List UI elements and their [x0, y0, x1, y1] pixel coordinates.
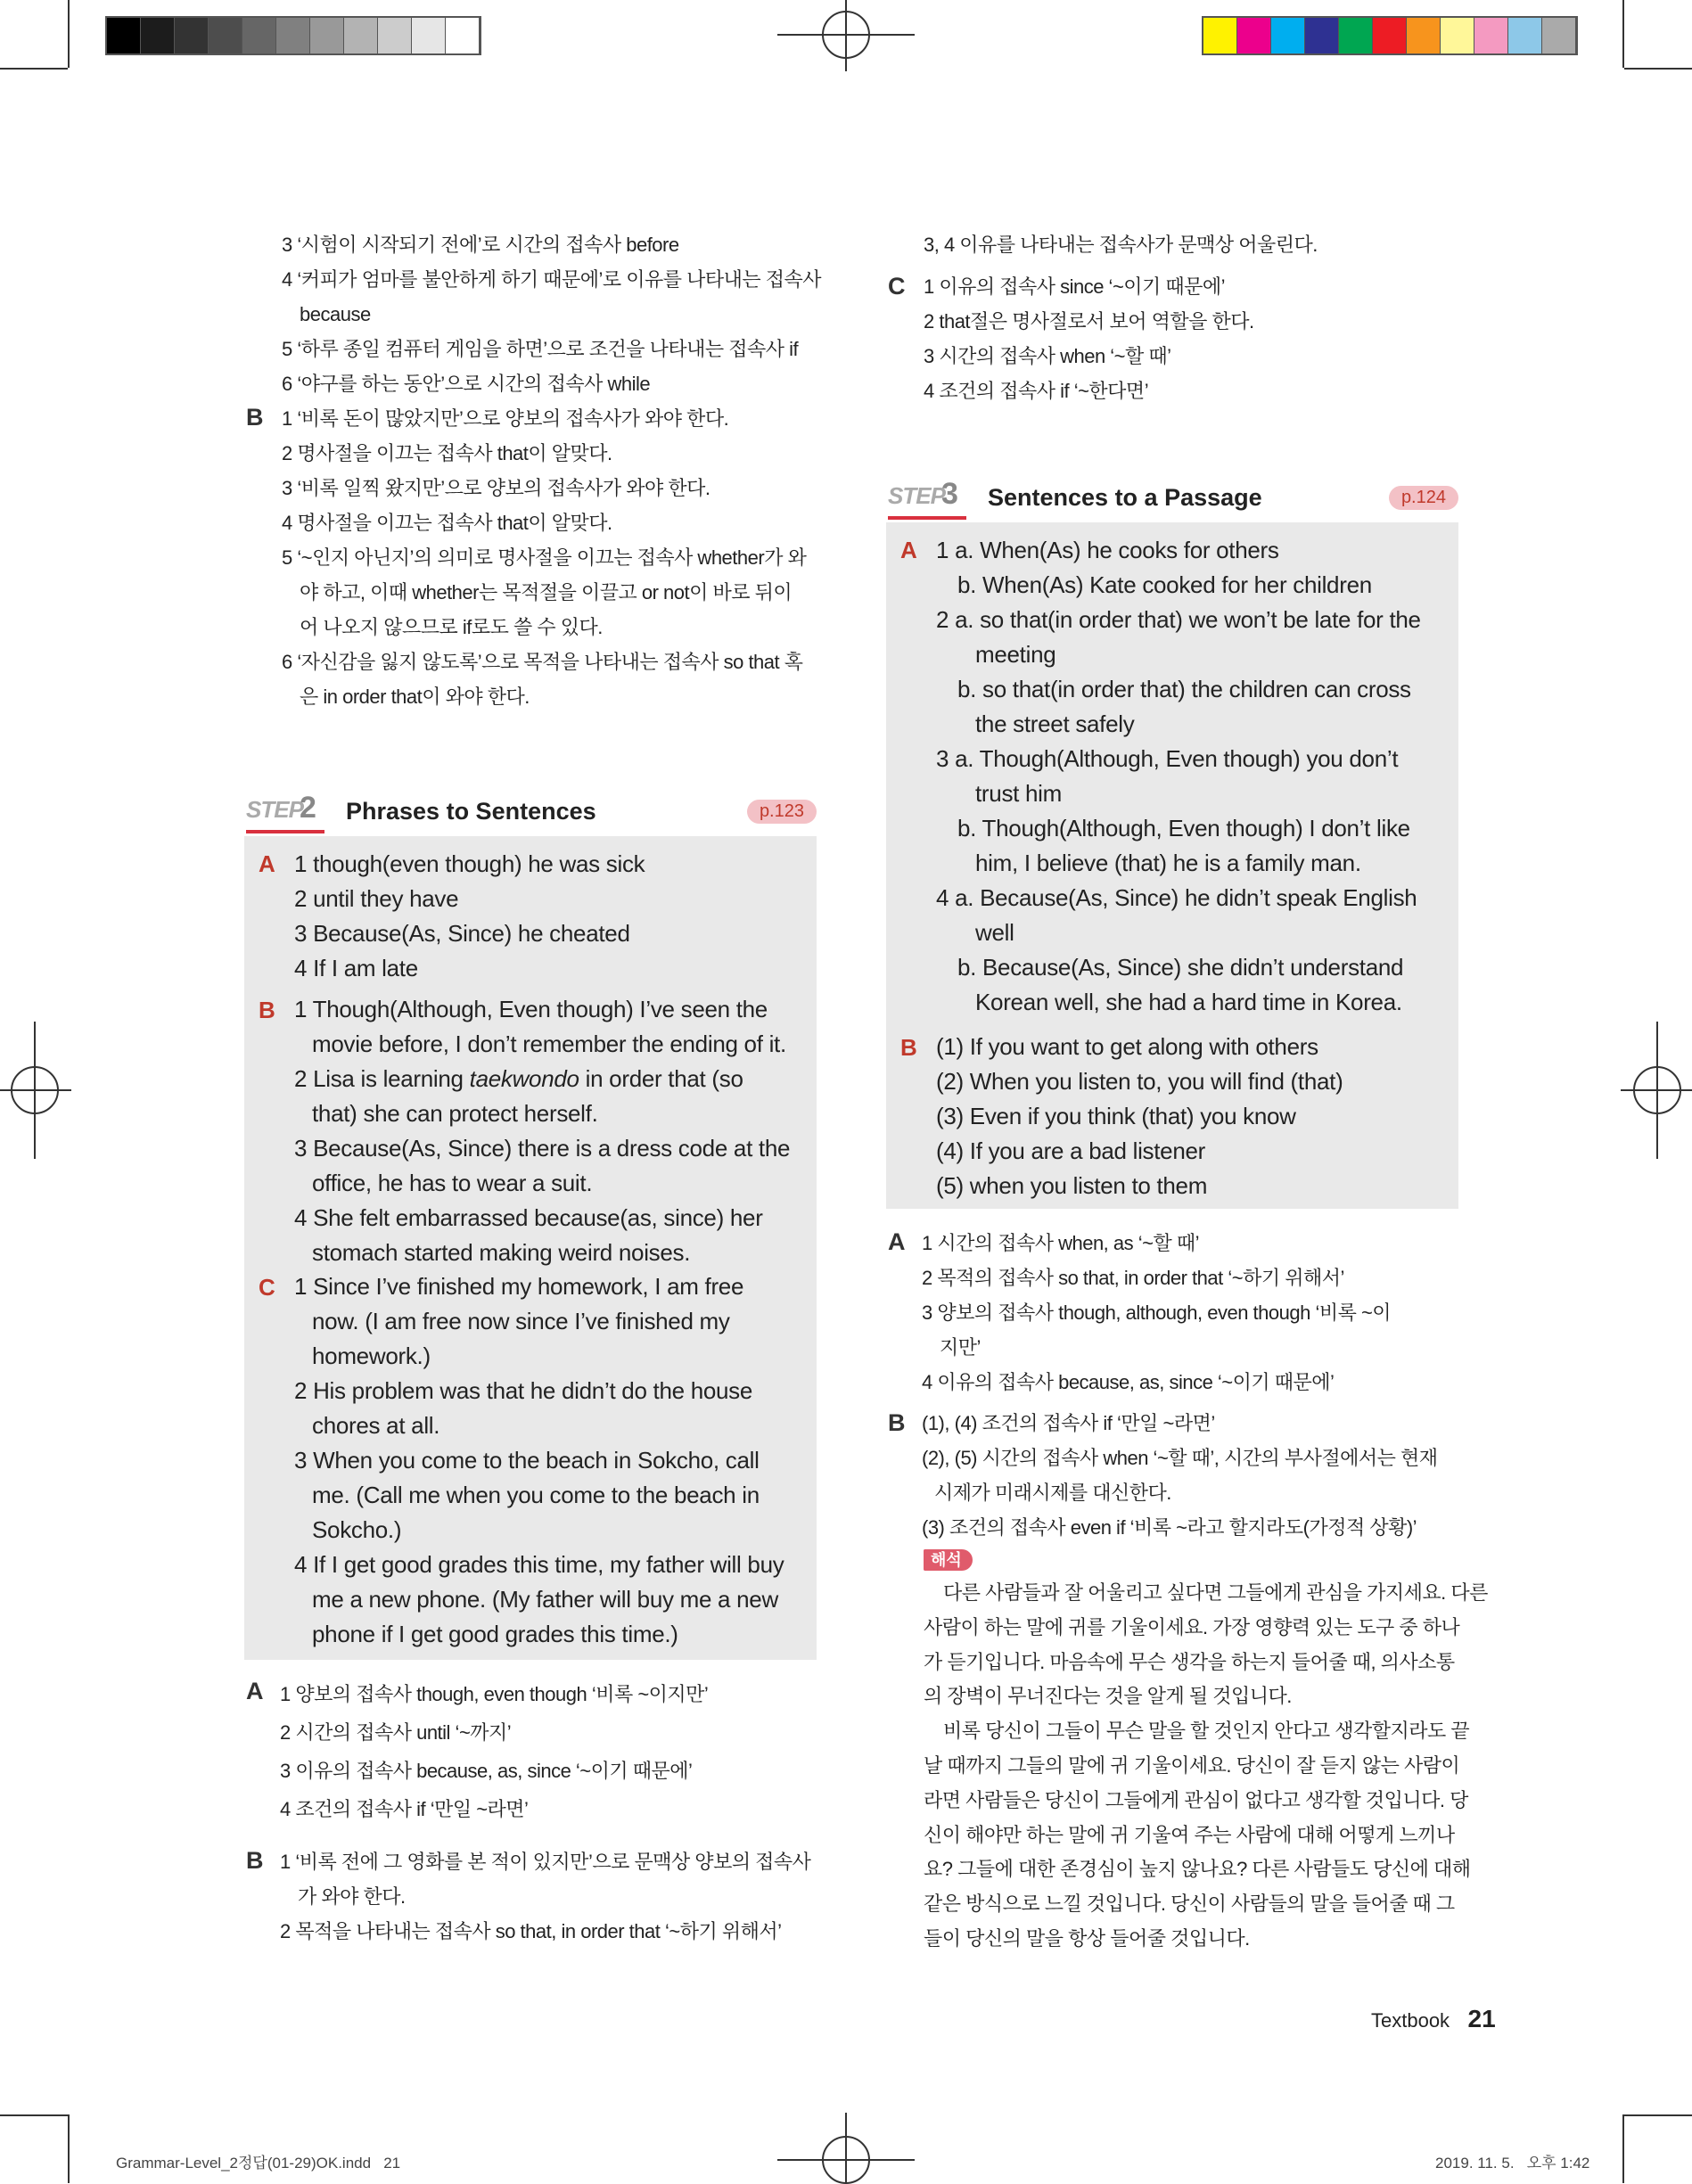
grayscale-swatch [344, 18, 378, 53]
right-exp-b [922, 1406, 1492, 1545]
registration-cross-top-v [845, 0, 847, 71]
file-name-slug: Grammar-Level_2정답(01-29)OK.indd 21 [116, 2155, 401, 2172]
right-c-label: C [888, 273, 906, 300]
answer-line: 은 in order that이 와야 한다. [300, 686, 530, 708]
process-swatch [1203, 18, 1237, 53]
answer-line: chores at all. [312, 1412, 440, 1439]
answer-line: 3 시간의 접속사 when ‘~할 때’ [924, 345, 1171, 367]
answer-line: 5 ‘~인지 아닌지’의 의미로 명사절을 이끄는 접속사 whether가 와 [282, 546, 807, 569]
answer-line: 4 명사절을 이끄는 접속사 that이 알맞다. [282, 512, 612, 534]
page-number: 21 [1467, 2005, 1496, 2032]
answer-line: 4 이유의 접속사 because, as, since ‘~이기 때문에’ [922, 1371, 1335, 1393]
translation-line: 비록 당신이 그들이 무슨 말을 할 것인지 안다고 생각할지라도 끝 [943, 1720, 1470, 1743]
process-swatch [1373, 18, 1407, 53]
grayscale-swatch [310, 18, 344, 53]
translation-line: 라면 사람들은 당신이 그들에게 관심이 없다고 생각할 것입니다. 당 [924, 1788, 1468, 1811]
answer-line: 3 Because(As, Since) there is a dress code at the [294, 1135, 791, 1162]
answer-line: office, he has to wear a suit. [312, 1170, 593, 1196]
answer-line: well [975, 919, 1014, 946]
registration-cross-right-v [1656, 1022, 1658, 1159]
answer-line: 2 목적의 접속사 so that, in order that ‘~하기 위해서’ [922, 1267, 1344, 1289]
left-exp-b [280, 1844, 824, 1949]
answer-line: 2 His problem was that he didn’t do the house [294, 1377, 753, 1404]
answer-line: trust him [975, 780, 1062, 807]
process-swatch [1271, 18, 1305, 53]
step2-page-ref: p.123 [747, 800, 817, 824]
crop-mark-bottom-right-h [1624, 2114, 1692, 2116]
crop-mark-bottom-left-h [0, 2114, 68, 2116]
answer-line: 1 Though(Although, Even though) I’ve seen the [294, 996, 768, 1022]
answer-line: (1) If you want to get along with others [936, 1033, 1318, 1060]
answer-line: 3 이유의 접속사 because, as, since ‘~이기 때문에’ [280, 1760, 693, 1782]
grayscale-swatch [412, 18, 446, 53]
translation-line: 같은 방식으로 느낄 것입니다. 당신이 사람들의 말을 들어줄 때 그 [924, 1893, 1455, 1916]
answer-line: b. Though(Although, Even though) I don’t like [957, 815, 1410, 842]
step2-word: STEP [246, 796, 303, 823]
translation-line: 가 듣기입니다. 마음속에 무슨 생각을 하는지 들어줄 때, 의사소통 [924, 1650, 1455, 1673]
left-b-explanations [282, 401, 825, 714]
answer-line: 1 이유의 접속사 since ‘~이기 때문에’ [924, 275, 1226, 298]
print-timestamp: 2019. 11. 5. 오후 1:42 [1435, 2155, 1590, 2172]
process-swatch [1542, 18, 1576, 53]
answer-line: Sokcho.) [312, 1516, 402, 1543]
answer-line: 2 that절은 명사절로서 보어 역할을 한다. [924, 310, 1254, 333]
answer-line: 1 a. When(As) he cooks for others [936, 537, 1279, 563]
answer-line: 4 조건의 접속사 if ‘만일 ~라면’ [280, 1798, 529, 1820]
answer-line: 1 ‘비록 돈이 많았지만’으로 양보의 접속사가 와야 한다. [282, 407, 729, 430]
translation-paragraph [924, 1576, 1488, 1957]
answer-line: stomach started making weird noises. [312, 1239, 691, 1266]
step3-b-label: B [900, 1034, 917, 1061]
answer-line: that) she can protect herself. [312, 1100, 598, 1127]
step3-underline [888, 516, 966, 520]
right-top-line [924, 227, 1494, 262]
grayscale-swatch [378, 18, 412, 53]
answer-line: 4 She felt embarrassed because(as, since) her [294, 1204, 763, 1231]
crop-mark-top-right-h [1624, 68, 1692, 70]
step3-a-answers [936, 533, 1421, 1020]
translation-line: 사람이 하는 말에 귀를 기울이세요. 가장 영향력 있는 도구 중 하나 [924, 1615, 1460, 1638]
step3-answer-box [886, 522, 1458, 1209]
translation-badge-label: 해석 [924, 1549, 973, 1571]
grayscale-swatch [446, 18, 480, 53]
step3-title: Sentences to a Passage [988, 484, 1262, 511]
answer-line: 2 시간의 접속사 until ‘~까지’ [280, 1721, 512, 1744]
translation-line: 날 때까지 그들의 말에 귀 기울이세요. 당신이 잘 듣지 않는 사람이 [924, 1753, 1460, 1777]
left-b-label: B [246, 404, 264, 431]
answer-line: him, I believe (that) he is a family man. [975, 850, 1361, 876]
step2-answer-box [244, 836, 817, 1660]
process-swatch [1305, 18, 1339, 53]
answer-line: 3 양보의 접속사 though, although, even though ‘비록 ~이 [922, 1301, 1392, 1324]
answer-line: now. (I am free now since I’ve finished my [312, 1308, 730, 1334]
answer-line: 1 Since I’ve finished my homework, I am free [294, 1273, 744, 1300]
page-footer [1371, 2005, 1496, 2033]
answer-line: b. When(As) Kate cooked for her children [957, 571, 1372, 598]
answer-line: (4) If you are a bad listener [936, 1137, 1206, 1164]
answer-line: 4 If I get good grades this time, my father will buy [294, 1551, 784, 1578]
answer-line: 3 ‘비록 일찍 왔지만’으로 양보의 접속사가 와야 한다. [282, 477, 710, 499]
answer-line: 1 시간의 접속사 when, as ‘~할 때’ [922, 1232, 1199, 1254]
answer-line: 3 a. Though(Although, Even though) you don’t [936, 745, 1399, 772]
answer-line: 4 ‘커피가 엄마를 불안하게 하기 때문에’로 이유를 나타내는 접속사 [282, 268, 821, 291]
answer-line: 1 though(even though) he was sick [294, 850, 645, 877]
answer-line: 4 a. Because(As, Since) he didn’t speak English [936, 884, 1417, 911]
step2-b-label: B [259, 997, 275, 1023]
translation-line: 다른 사람들과 잘 어울리고 싶다면 그들에게 관심을 가지세요. 다른 [943, 1581, 1488, 1604]
step2-underline [246, 830, 324, 833]
grayscale-swatch [175, 18, 209, 53]
answer-line: 2 a. so that(in order that) we won’t be late for the [936, 606, 1421, 633]
grayscale-swatch [209, 18, 242, 53]
answer-line: me. (Call me when you come to the beach in [312, 1482, 760, 1508]
answer-line: 어 나오지 않으므로 if로도 쓸 수 있다. [300, 616, 603, 638]
step3-header [888, 477, 1458, 521]
answer-line: the street safely [975, 710, 1135, 737]
grayscale-swatch [107, 18, 141, 53]
translation-line: 신이 해야만 하는 말에 귀 기울여 주는 사람에 대해 어떻게 느끼나 [924, 1823, 1455, 1846]
translation-line: 의 장벽이 무너진다는 것을 알게 될 것입니다. [924, 1685, 1292, 1708]
process-swatch [1441, 18, 1474, 53]
grayscale-color-bar [105, 16, 481, 55]
step2-title: Phrases to Sentences [346, 798, 596, 825]
answer-line: meeting [975, 641, 1056, 668]
right-exp-a-label: A [888, 1228, 906, 1255]
step2-c-answers [294, 1269, 784, 1652]
crop-mark-bottom-right-v [1622, 2114, 1624, 2183]
answer-line: 6 ‘야구를 하는 동안’으로 시간의 접속사 while [282, 373, 651, 395]
answer-line: because [300, 303, 371, 325]
answer-line: 가 와야 한다. [298, 1885, 406, 1908]
right-top-text: 3, 4 이유를 나타내는 접속사가 문맥상 어울린다. [924, 234, 1318, 256]
process-swatch [1237, 18, 1271, 53]
step2-header [246, 791, 817, 835]
answer-line: 2 Lisa is learning taekwondo in order that (so [294, 1065, 743, 1092]
answer-line: b. Because(As, Since) she didn’t understand [957, 954, 1404, 981]
left-exp-a-label: A [246, 1678, 264, 1704]
answer-line: 2 until they have [294, 885, 459, 912]
step3-b-answers [936, 1030, 1343, 1203]
process-swatch [1339, 18, 1373, 53]
step3-a-label: A [900, 537, 917, 563]
answer-line: (3) 조건의 접속사 even if ‘비록 ~라고 할지라도(가정적 상황)’ [922, 1516, 1417, 1539]
answer-line: (1), (4) 조건의 접속사 if ‘만일 ~라면’ [922, 1412, 1215, 1434]
answer-line: homework.) [312, 1342, 431, 1369]
step2-number: 2 [300, 791, 316, 825]
answer-line: b. so that(in order that) the children can cross [957, 676, 1411, 702]
answer-line: 2 목적을 나타내는 접속사 so that, in order that ‘~하기 위해서’ [280, 1920, 782, 1942]
process-swatch [1474, 18, 1508, 53]
answer-line: 6 ‘자신감을 잃지 않도록’으로 목적을 나타내는 접속사 so that 혹 [282, 651, 803, 673]
answer-line: 시제가 미래시제를 대신한다. [934, 1482, 1171, 1504]
right-exp-b-label: B [888, 1409, 906, 1436]
answer-line: (5) when you listen to them [936, 1172, 1208, 1199]
book-label: Textbook [1371, 2009, 1450, 2032]
answer-line: phone if I get good grades this time.) [312, 1621, 678, 1647]
step3-number: 3 [941, 477, 958, 511]
process-swatch [1508, 18, 1542, 53]
step2-b-answers [294, 992, 790, 1270]
crop-mark-top-left-h [0, 68, 68, 70]
registration-cross-left-v [34, 1022, 36, 1159]
translation-line: 들이 당신의 말을 항상 들어줄 것입니다. [924, 1926, 1250, 1950]
process-color-bar [1202, 16, 1578, 55]
grayscale-swatch [276, 18, 310, 53]
answer-line: (2), (5) 시간의 접속사 when ‘~할 때’, 시간의 부사절에서는 현재 [922, 1447, 1438, 1469]
step3-page-ref: p.124 [1389, 486, 1458, 510]
answer-line: 4 If I am late [294, 955, 418, 981]
step3-word: STEP [888, 482, 945, 509]
answer-line: 3 Because(As, Since) he cheated [294, 920, 630, 947]
answer-line: 1 ‘비록 전에 그 영화를 본 적이 있지만’으로 문맥상 양보의 접속사 [280, 1851, 811, 1873]
grayscale-swatch [242, 18, 276, 53]
answer-line: 3 When you come to the beach in Sokcho, call [294, 1447, 760, 1474]
right-exp-a [922, 1226, 1492, 1400]
crop-mark-top-right-v [1622, 0, 1624, 68]
answer-line: movie before, I don’t remember the ending of it. [312, 1030, 786, 1057]
crop-mark-top-left-v [68, 0, 70, 68]
registration-cross-bottom-v [845, 2113, 847, 2183]
registration-cross-left-h [0, 1089, 71, 1091]
process-swatch [1407, 18, 1441, 53]
left-exp-b-label: B [246, 1847, 264, 1874]
right-c-explanations [924, 269, 1494, 408]
answer-line: 2 명사절을 이끄는 접속사 that이 알맞다. [282, 442, 612, 464]
answer-line: (3) Even if you think (that) you know [936, 1103, 1296, 1129]
answer-line: 야 하고, 이때 whether는 목적절을 이끌고 or not이 바로 뒤이 [300, 581, 793, 603]
grayscale-swatch [141, 18, 175, 53]
translation-badge [924, 1549, 973, 1571]
answer-line: Korean well, she had a hard time in Korea. [975, 989, 1402, 1015]
crop-mark-bottom-left-v [68, 2114, 70, 2183]
step2-a-label: A [259, 850, 275, 877]
answer-line: (2) When you listen to, you will find (that) [936, 1068, 1343, 1095]
answer-line: 5 ‘하루 종일 컴퓨터 게임을 하면’으로 조건을 나타내는 접속사 if [282, 338, 799, 360]
step2-c-label: C [259, 1274, 275, 1301]
left-exp-a [280, 1675, 824, 1828]
answer-line: 4 조건의 접속사 if ‘~한다면’ [924, 380, 1149, 402]
answer-line: 1 양보의 접속사 though, even though ‘비록 ~이지만’ [280, 1683, 709, 1705]
translation-line: 요? 그들에 대한 존경심이 높지 않나요? 다른 사람들도 당신에 대해 [924, 1858, 1471, 1881]
answer-line: 3 ‘시험이 시작되기 전에’로 시간의 접속사 before [282, 234, 679, 256]
left-a-continuation [282, 227, 825, 401]
answer-line: me a new phone. (My father will buy me a new [312, 1586, 778, 1613]
step2-a-answers [294, 847, 645, 986]
answer-line: 지만’ [940, 1336, 981, 1359]
